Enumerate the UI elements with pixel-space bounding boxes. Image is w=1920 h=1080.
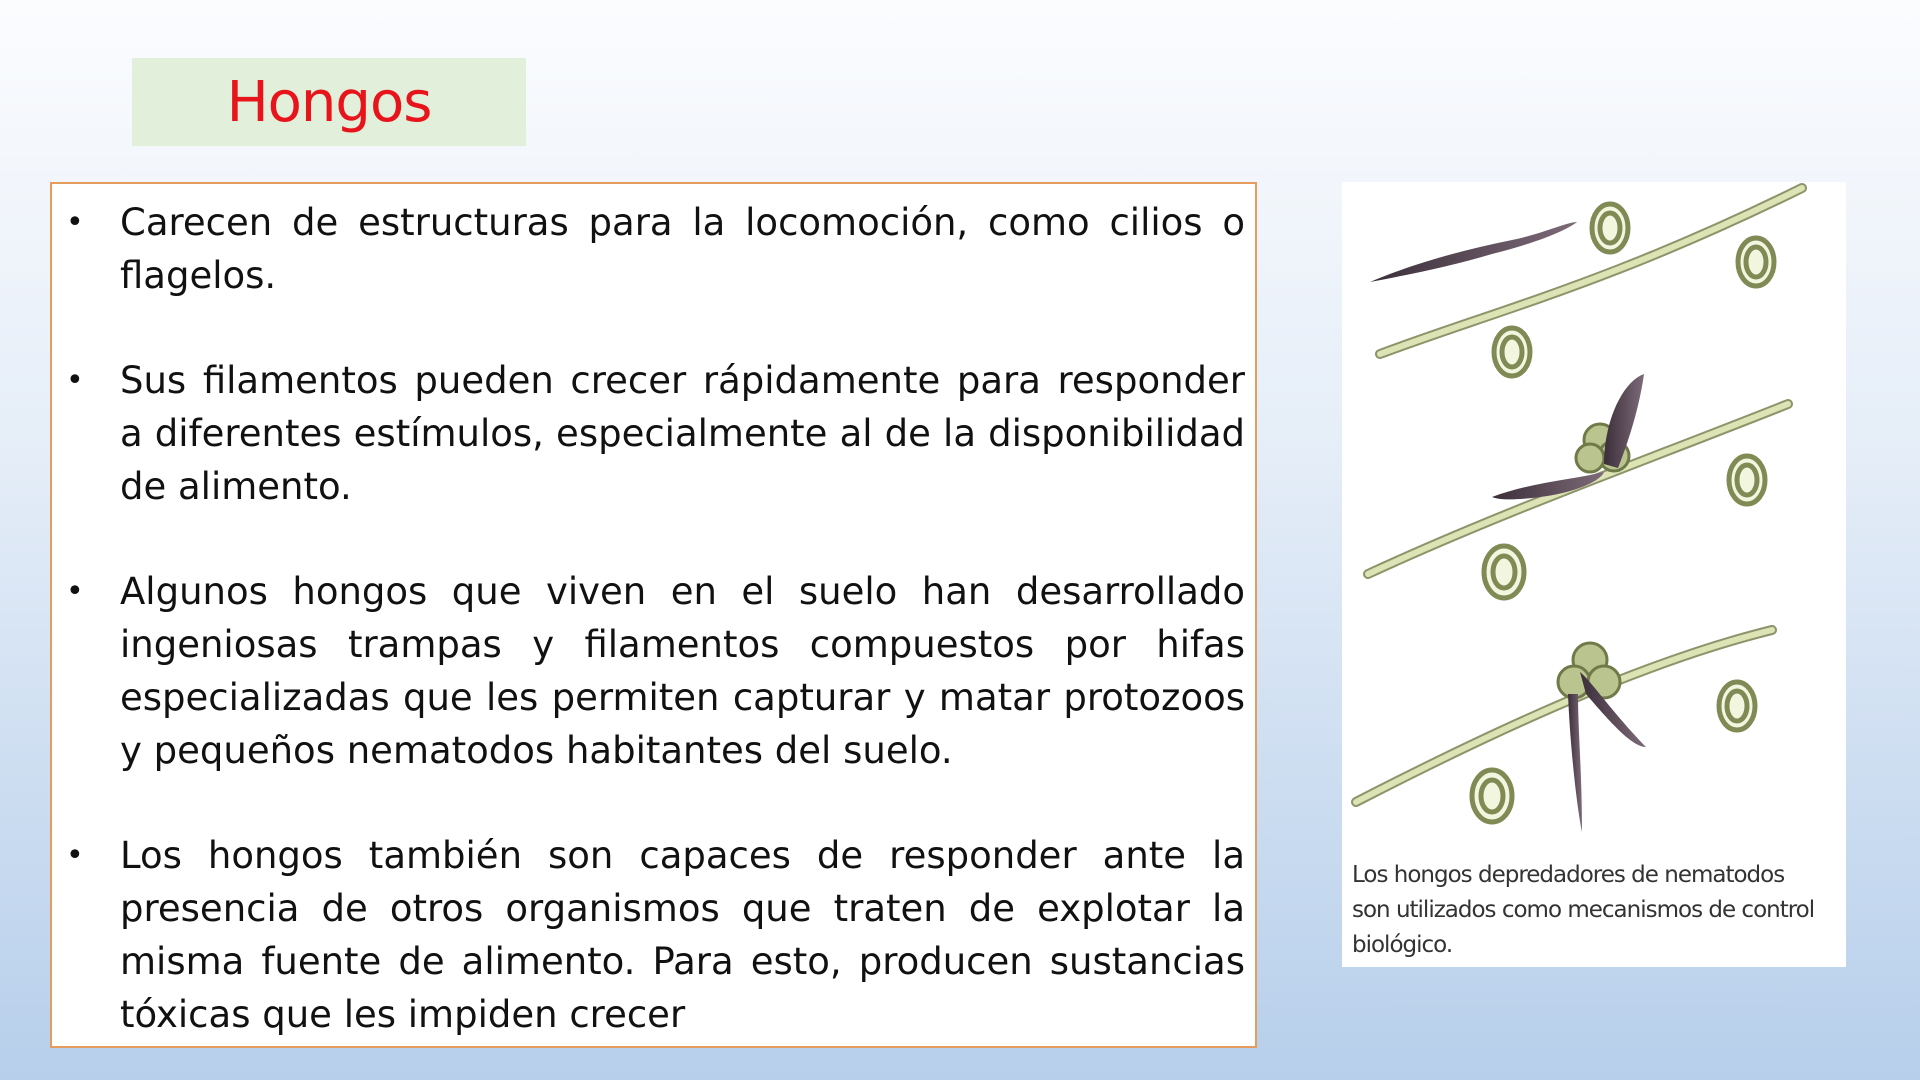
slide-title: Hongos (226, 69, 432, 135)
bullet-text: Algunos hongos que viven en el suelo han desarrollado ingeniosas trampas y filamentos compuestos por hifas especializadas que les permiten capturar y matar protozoos y pequeños nematodos habitantes del suelo. (120, 570, 1245, 772)
figure-panel (1342, 182, 1846, 967)
trap-ring-icon (1472, 682, 1755, 822)
bullet-icon: • (66, 363, 84, 398)
bullet-icon: • (66, 205, 84, 240)
list-item (52, 354, 1259, 513)
bullet-text: Carecen de estructuras para la locomoción, como cilios o flagelos. (120, 201, 1245, 297)
trap-ring-icon (1484, 456, 1765, 598)
bullet-text: Los hongos también son capaces de responder ante la presencia de otros organismos que traten de explotar la misma fuente de alimento. Para esto, producen sustancias tóxicas que les impiden crecer (120, 834, 1245, 1036)
hypha-strand-2 (1368, 404, 1788, 574)
bullet-icon: • (66, 838, 84, 873)
title-banner (132, 58, 526, 146)
list-item (52, 565, 1259, 777)
hypha-strand-3 (1356, 630, 1772, 802)
bullet-icon: • (66, 574, 84, 609)
figure-caption: Los hongos depredadores de nematodos son utilizados como mecanismos de control biológico. (1352, 862, 1815, 958)
list-item (52, 829, 1259, 1041)
nematode-trap-illustration (1342, 182, 1846, 852)
bullet-text: Sus filamentos pueden crecer rápidamente para responder a diferentes estímulos, especialmente al de la disponibilidad de alimento. (120, 359, 1245, 508)
bullet-list (50, 182, 1257, 1048)
trap-ring-icon (1494, 204, 1774, 376)
list-item (52, 196, 1259, 302)
captured-nematode-icon (1492, 374, 1644, 499)
nematode-icon (1370, 222, 1577, 282)
